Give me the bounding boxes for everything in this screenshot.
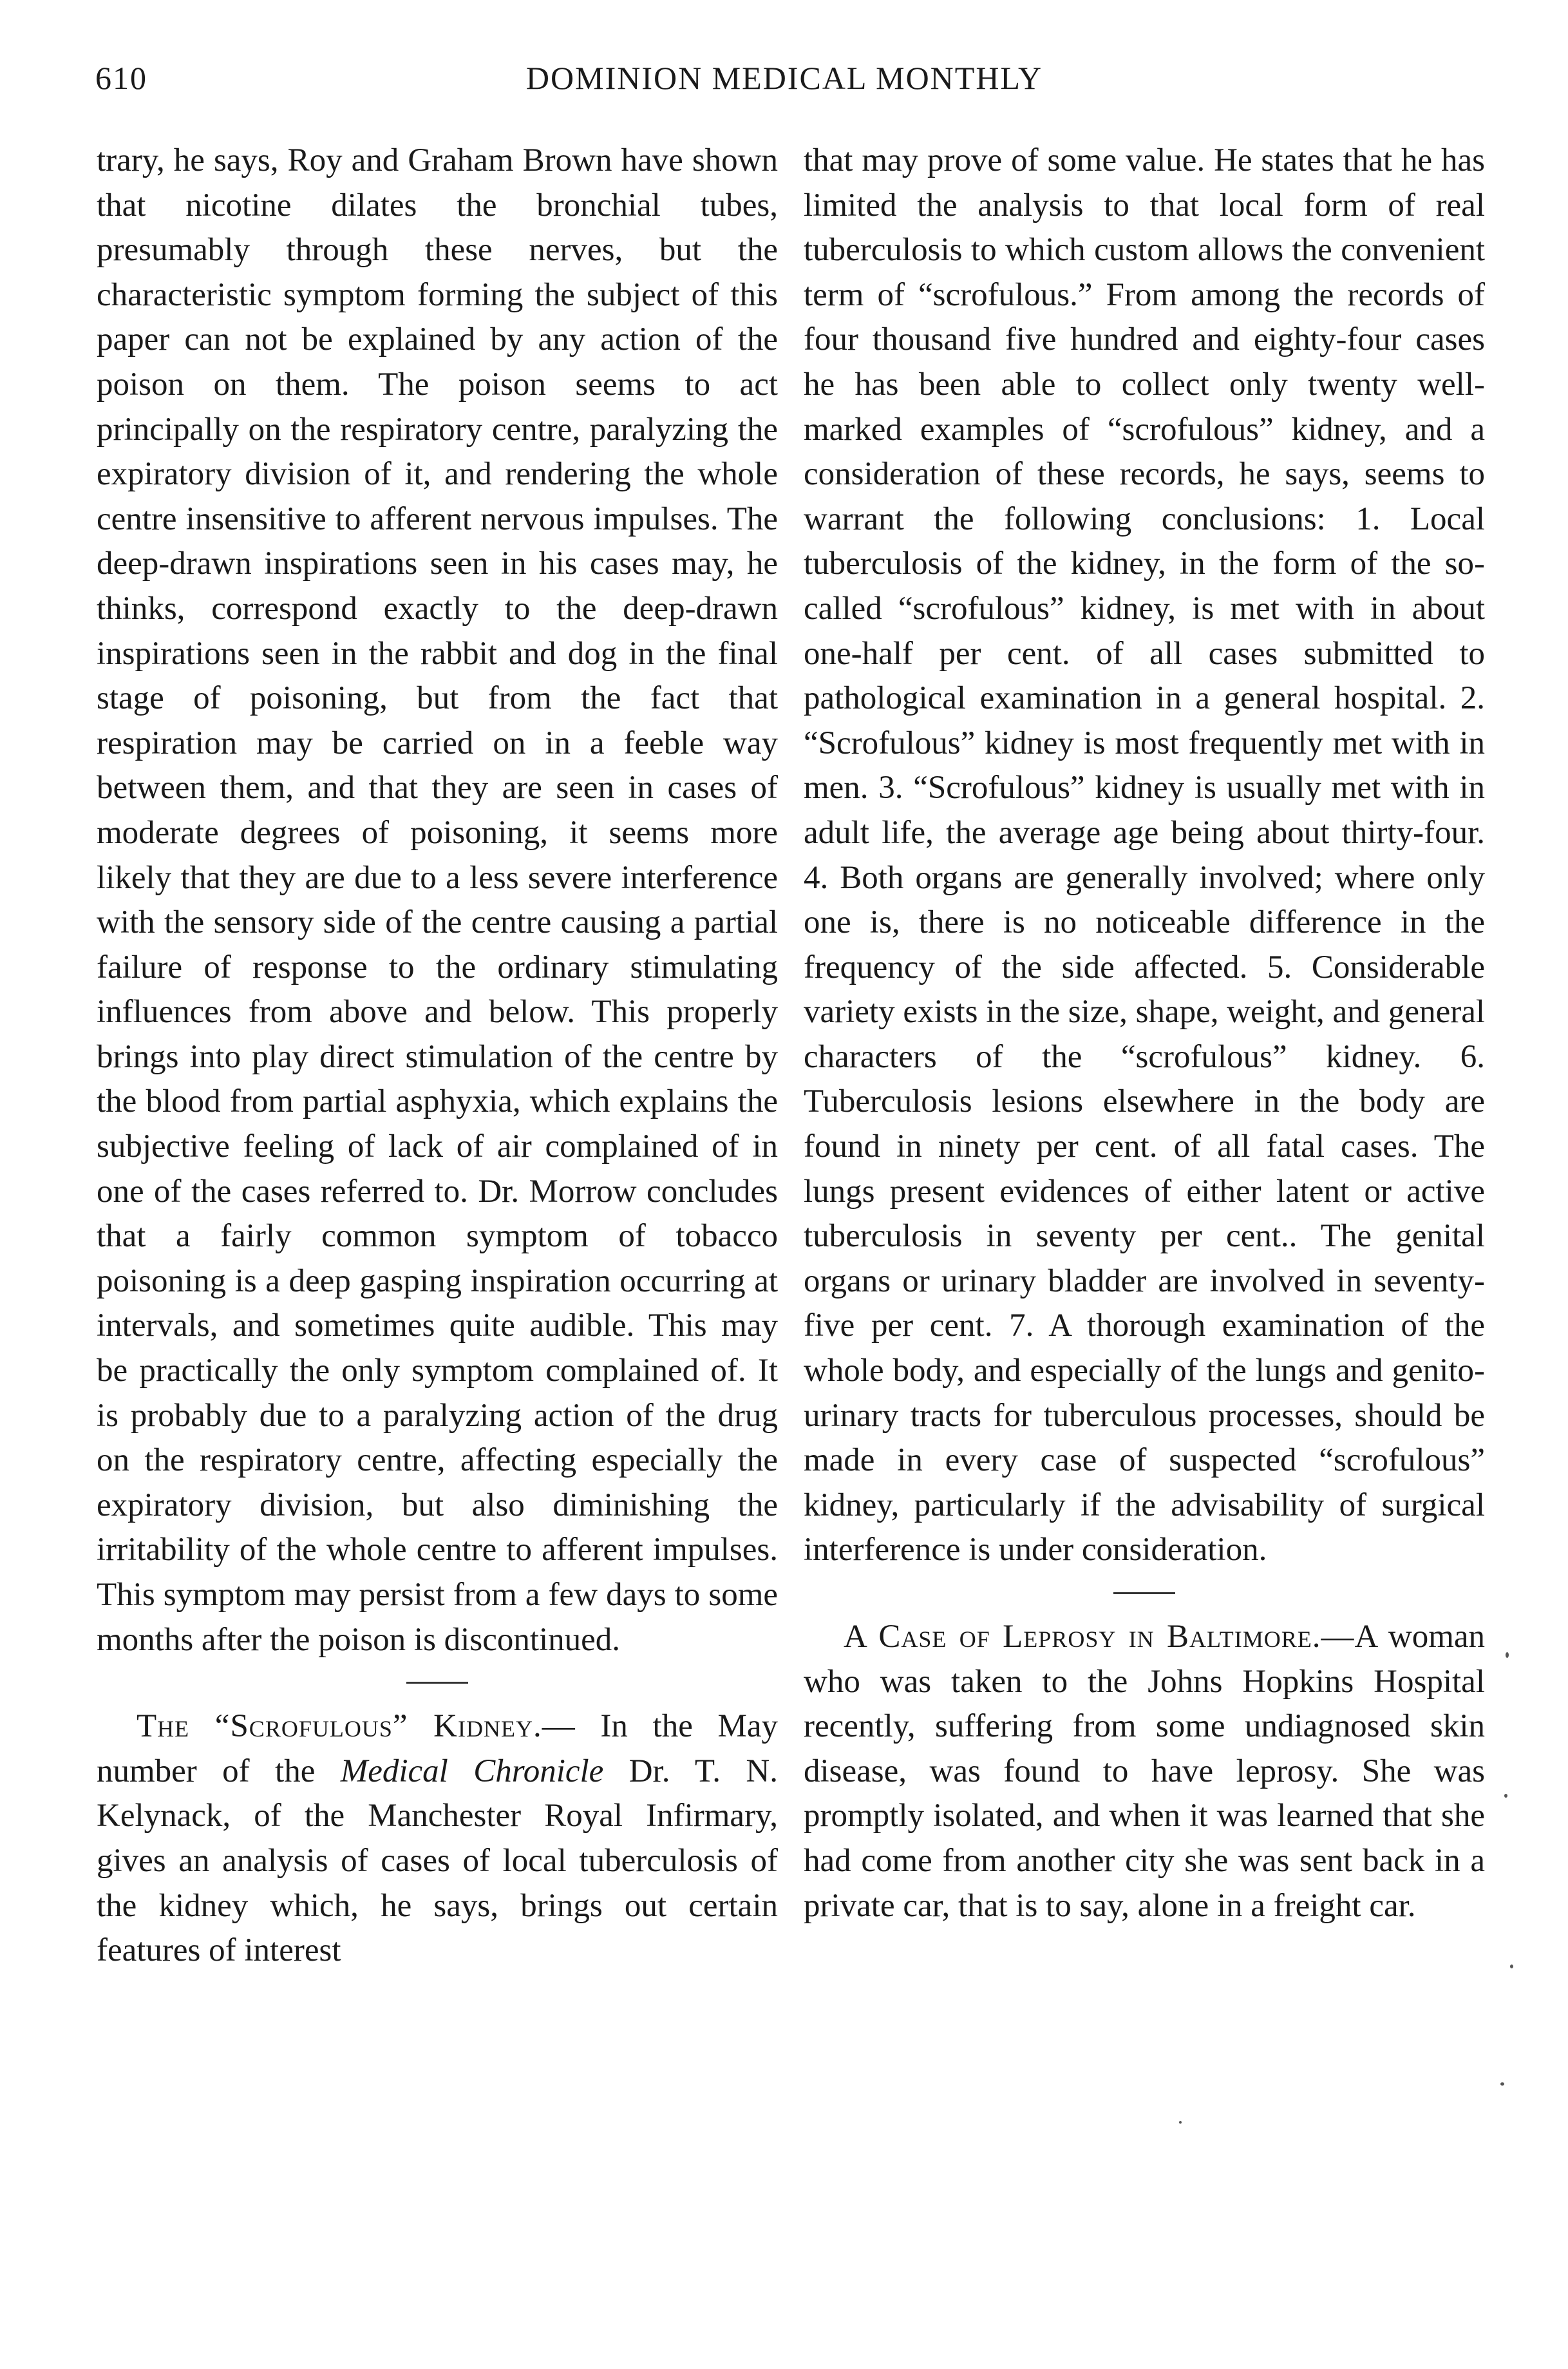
kidney-article [97, 1704, 778, 1974]
journal-name: Medical Chronicle [340, 1753, 604, 1789]
scan-speck [1510, 1965, 1513, 1968]
kidney-article-heading: The “Scrofulous” Kidney.— [137, 1708, 576, 1745]
scan-speck [1506, 1652, 1509, 1658]
leprosy-article-text: A woman who was taken to the Johns Hopkins Hospital recently, suffering from some undiagnosed skin disease, was found to have leprosy. She was promptly isolated, and when it was learned that she had come from another city she was sent back in a private car, that is to say, alone in a freight car. [804, 1619, 1485, 1924]
tobacco-paragraph: trary, he says, Roy and Graham Brown have shown that nicotine dilates the bronchial tubes, presumably through these nerves, but the characteristic symptom forming the subject of this paper can not be explained by any action of the poison on them. The poison seems to act principally on the respiratory centre, paralyzing the expiratory division of it, and rendering the whole centre insensitive to afferent nervous impulses. The deep-drawn inspirations seen in his cases may, he thinks, correspond exactly to the deep-drawn inspirations seen in the rabbit and dog in the final stage of poisoning, but from the fact that respiration may be carried on in a feeble way between them, and that they are seen in cases of moderate degrees of poisoning, it seems more likely that they are due to a less severe interference with the sensory side of the centre causing a partial failure of response to the ordinary stimulating influences from above and below. This properly brings into play direct stimulation of the centre by the blood from partial asphyxia, which explains the subjective feeling of lack of air complained of in one of the cases referred to. Dr. Morrow concludes that a fairly common symptom of tobacco poisoning is a deep gasping inspiration occurring at intervals, and sometimes quite audible. This may be practically the only symptom complained of. It is probably due to a paralyzing action of the drug on the respiratory centre, affecting especially the expiratory division, but also diminishing the irritability of the whole centre to afferent impulses. This symptom may persist from a few days to some months after the poison is discontinued. [97, 142, 778, 1658]
scan-speck [1504, 1794, 1507, 1798]
section-divider [1113, 1592, 1175, 1594]
scan-speck [1500, 2082, 1504, 2086]
left-column [97, 138, 778, 1974]
journal-title: DOMINION MEDICAL MONTHLY [525, 60, 1043, 96]
kidney-article-text-cont: Dr. T. N. Kelynack, of the Manchester Royal Infirmary, gives an analysis of cases of local tuberculosis of the kidney which, he says, brings out certain features of interest [97, 1753, 779, 1969]
section-divider [406, 1682, 468, 1684]
leprosy-article-heading: A Case of Leprosy in Baltimore.— [844, 1619, 1355, 1655]
running-head [95, 59, 1473, 117]
right-column [804, 138, 1485, 1928]
leprosy-article [804, 1615, 1485, 1928]
page-number: 610 [95, 60, 147, 96]
kidney-article-text: In the May number of the [97, 1708, 778, 1789]
scan-speck [1179, 2121, 1182, 2124]
kidney-article-continued: that may prove of some value. He states that he has limited the analysis to that local form of real tuberculosis to which custom allows the convenient term of “scrofulous.” From among the records of four thousand five hundred and eighty-four cases he has been able to collect only twenty well-marked examples of “scrofulous” kidney, and a consideration of these records, he says, seems to warrant the following conclusions: 1. Local tuberculosis of the kidney, in the form of the so-called “scrofulous” kidney, is met with in about one-half per cent. of all cases submitted to pathological examination in a general hospital. 2. “Scrofulous” kidney is most frequently met with in men. 3. “Scrofulous” kidney is usually met with in adult life, the average age being about thirty-four. 4. Both organs are generally involved; where only one is, there is no noticeable difference in the frequency of the side affected. 5. Considerable variety exists in the size, shape, weight, and general characters of the “scrofulous” kidney. 6. Tuberculosis lesions elsewhere in the body are found in ninety per cent. of all fatal cases. The lungs present evidences of either latent or active tuberculosis in seventy per cent.. The genital organs or urinary bladder are involved in seventy-five per cent. 7. A thorough examination of the whole body, and especially of the lungs and genito-urinary tracts for tuberculous processes, should be made in every case of suspected “scrofulous” kidney, particularly if the advisability of surgical interference is under consideration. [804, 142, 1485, 1568]
